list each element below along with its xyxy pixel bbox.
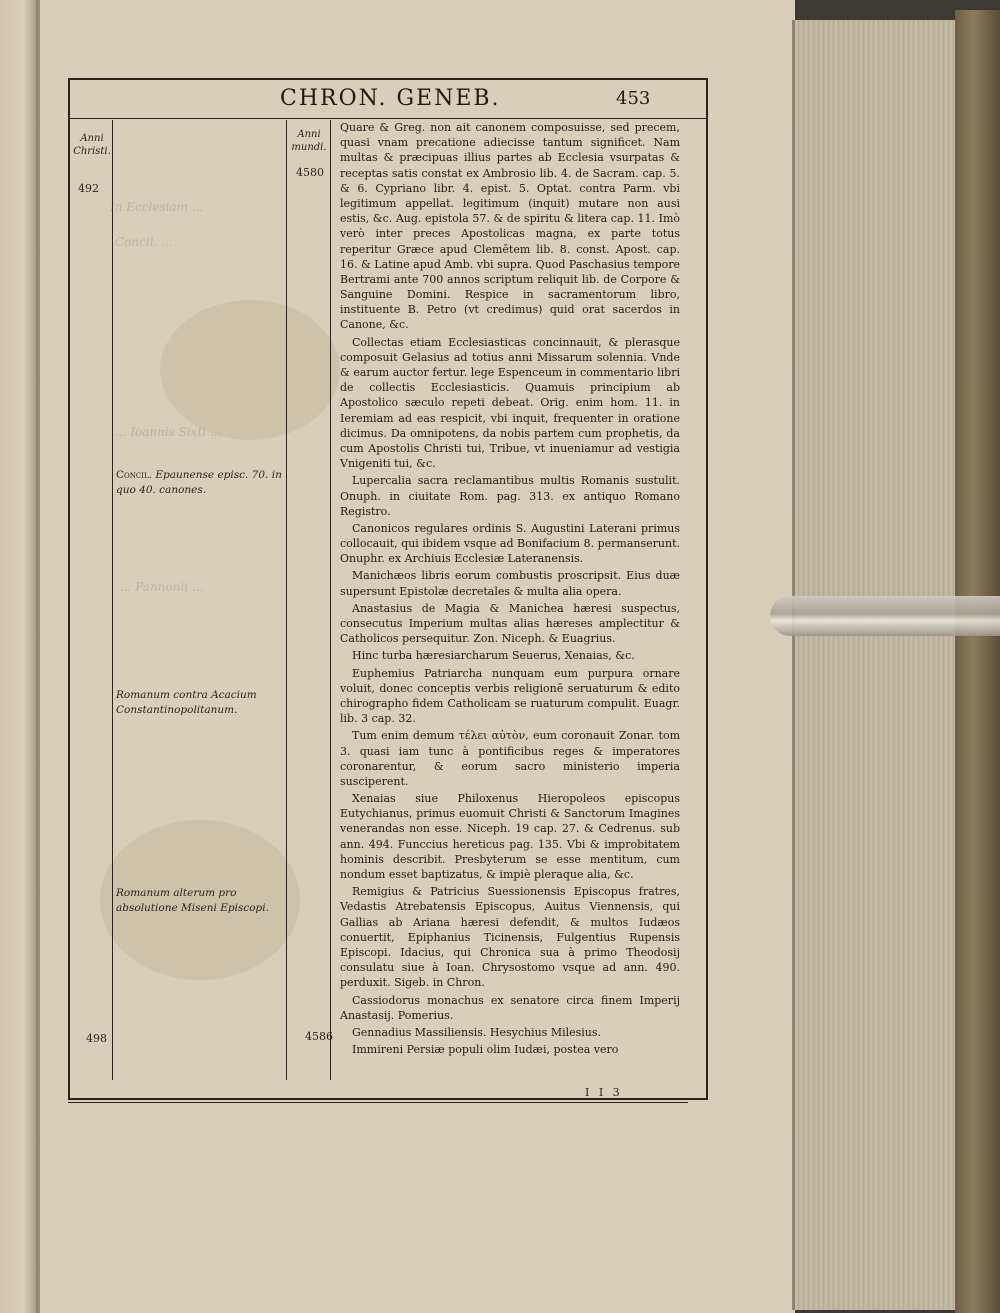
bleed-through-text: In Ecclesiam ... [110,200,204,214]
facing-page [0,0,40,1313]
page-clip [770,596,1000,636]
paragraph: Canonicos regulares ordinis S. Augustini Laterani primus collocauit, qui ibidem vsque ad Bonifacium 8. permanserunt. Onuphr. ex Archiuis Ecclesiæ Lateranensis. [340,521,680,566]
paragraph: Collectas etiam Ecclesiasticas concinnauit, & plerasque composuit Gelasius ad totius anni Missarum solennia. Vnde & earum auctor fertur. lege Espenceum in commentario libri de collectis Ecclesiasticis. Quamuis principium ab Apostolico sæculo repeti debeat. Orig. enim hom. 11. in Ieremiam ad eas respicit, vbi inquit, frequenter in oratione dicimus. Da omnipotens, da nobis partem cum prophetis, da cum Apostolis Christi tui, Tribue, vt inueniamur ad vestigia Vnigeniti tui, &c. [340,335,680,471]
paragraph: Xenaias siue Philoxenus Hieropoleos episcopus Eutychianus, primus euomuit Christi & Sanctorum Imagines venerandas non esse. Niceph. 19 cap. 27. & Cedrenus. sub ann. 494. Funccius hereticus pag. 135. Vbi & improbitatem hominis describit. Presbyterum se esse mentitum, cum nondum esset baptizatus, & impiè pleraque alia, &c. [340,792,680,881]
margin-note-concil-lead: Concil. [116,469,153,481]
paragraph: Hinc turba hæresiarcharum Seuerus, Xenaias, &c. [352,649,635,663]
year-christi: 498 [86,1032,107,1045]
paragraph: Quare & Greg. non ait canonem composuisse, sed precem, quasi vnam precatione adiecisse tantum significet. Nam multas & præcipuas illius partes ab Ecclesia vsurpatas & receptas satis constat ex Ambrosio lib. 4. de Sacram. cap. 5. & 6. Cypriano libr. 4. epist. 5. Optat. contra Parm. vbi legitimum appellat. legitimum (inquit) mutare non ausi estis, &c. Aug. epistola 57. & de spiritu & litera cap. 11. Imò verò inter preces Apostolicas magna, ex parte totus reperitur Græce apud Clemētem lib. 8. const. Apost. cap. 16. & Latine apud Amb. vbi supra. Quod Paschasius tempore Bertrami ante 700 annos scriptum reliquit lib. de Corpore & Sanguine Domini. Respice in sacramentorum libro, instituente B. Petro (vt credimus) quid orat sacerdos in Canone, &c. [340,121,681,332]
header-rule [68,118,708,119]
signature-mark: I I 3 [585,1086,623,1099]
paragraph: Immireni Persiæ populi olim Iudæi, postea vero [352,1043,619,1057]
column-rule [286,120,287,1080]
margin-note-romanum-acacium: Romanum contra Acacium Constantinopolitanum. [116,689,257,716]
paragraph: Remigius & Patricius Suessionensis Episcopus fratres, Vedastis Atrebatensis Episcopus, Auitus Viennensis, qui Gallias ab Ariana hæresi defendit, & multos Iudæos conuertit, Epiphanius Ticinensis, Fulgentius Rupensis Episcopi. Idacius, qui Chronica sua à primo Theodosij consulatu siue à Ioan. Chrysostomo vsque ad ann. 490. perduxit. Sigeb. in Chron. [340,885,680,990]
column-rule [330,120,331,1080]
bleed-through-text: Concil. ... [115,235,173,249]
column-rule [112,120,113,1080]
main-text-column [340,120,680,1059]
bleed-through-text: ... Pannonii ... [120,580,204,594]
paragraph: Euphemius Patriarcha nunquam eum purpura ornare voluit, donec conceptis verbis religionē seruaturum & edito chirographo fidem Catholicam se ruaturum compulit. Euagr. lib. 3 cap. 32. [340,666,680,726]
running-head: CHRON. GENEB. [280,86,501,111]
page-number: 453 [616,88,651,109]
paragraph: Tum enim demum τέλει αὐτὸν, eum coronauit Zonar. tom 3. quasi iam tunc à pontificibus reges & imperatores coronarentur, & eorum sacro ministerio imperia susciperent. [340,729,680,788]
paragraph: Manichæos libris eorum combustis proscripsit. Eius duæ supersunt Epistolæ decretales & multa alia opera. [340,569,680,598]
paragraph: Cassiodorus monachus ex senatore circa finem Imperij Anastasij. Pomerius. [340,993,680,1022]
paragraph: Gennadius Massiliensis. Hesychius Milesius. [352,1025,602,1039]
margin-note-romanum-alterum: Romanum alterum pro absolutione Miseni Episcopi. [116,887,269,914]
book-cover [955,10,1000,1313]
paragraph: Lupercalia sacra reclamantibus multis Romanis sustulit. Onuph. in ciuitate Rom. pag. 313. ex antiquo Romano Registro. [340,474,680,518]
page-edges [792,20,965,1310]
footer-rule [68,1102,688,1103]
paragraph: Anastasius de Magia & Manichea hæresi suspectus, consecutus Imperium multas alias hæreses amplectitur & Catholicos persequitur. Zon. Niceph. & Euagrius. [340,601,680,646]
year-christi: 492 [78,182,99,195]
bleed-through-text: ... Ioannis Sixti ... [115,425,222,439]
year-mundi: 4586 [305,1030,333,1043]
column-head-anni-mundi: Anni mundi. [291,129,327,153]
column-head-anni-christi: Anni Christi. [73,133,111,157]
margin-note-concil [116,468,286,498]
year-mundi: 4580 [296,166,324,179]
margin-note-concil-text: Epaunense episc. 70. in quo 40. canones. [116,469,282,496]
